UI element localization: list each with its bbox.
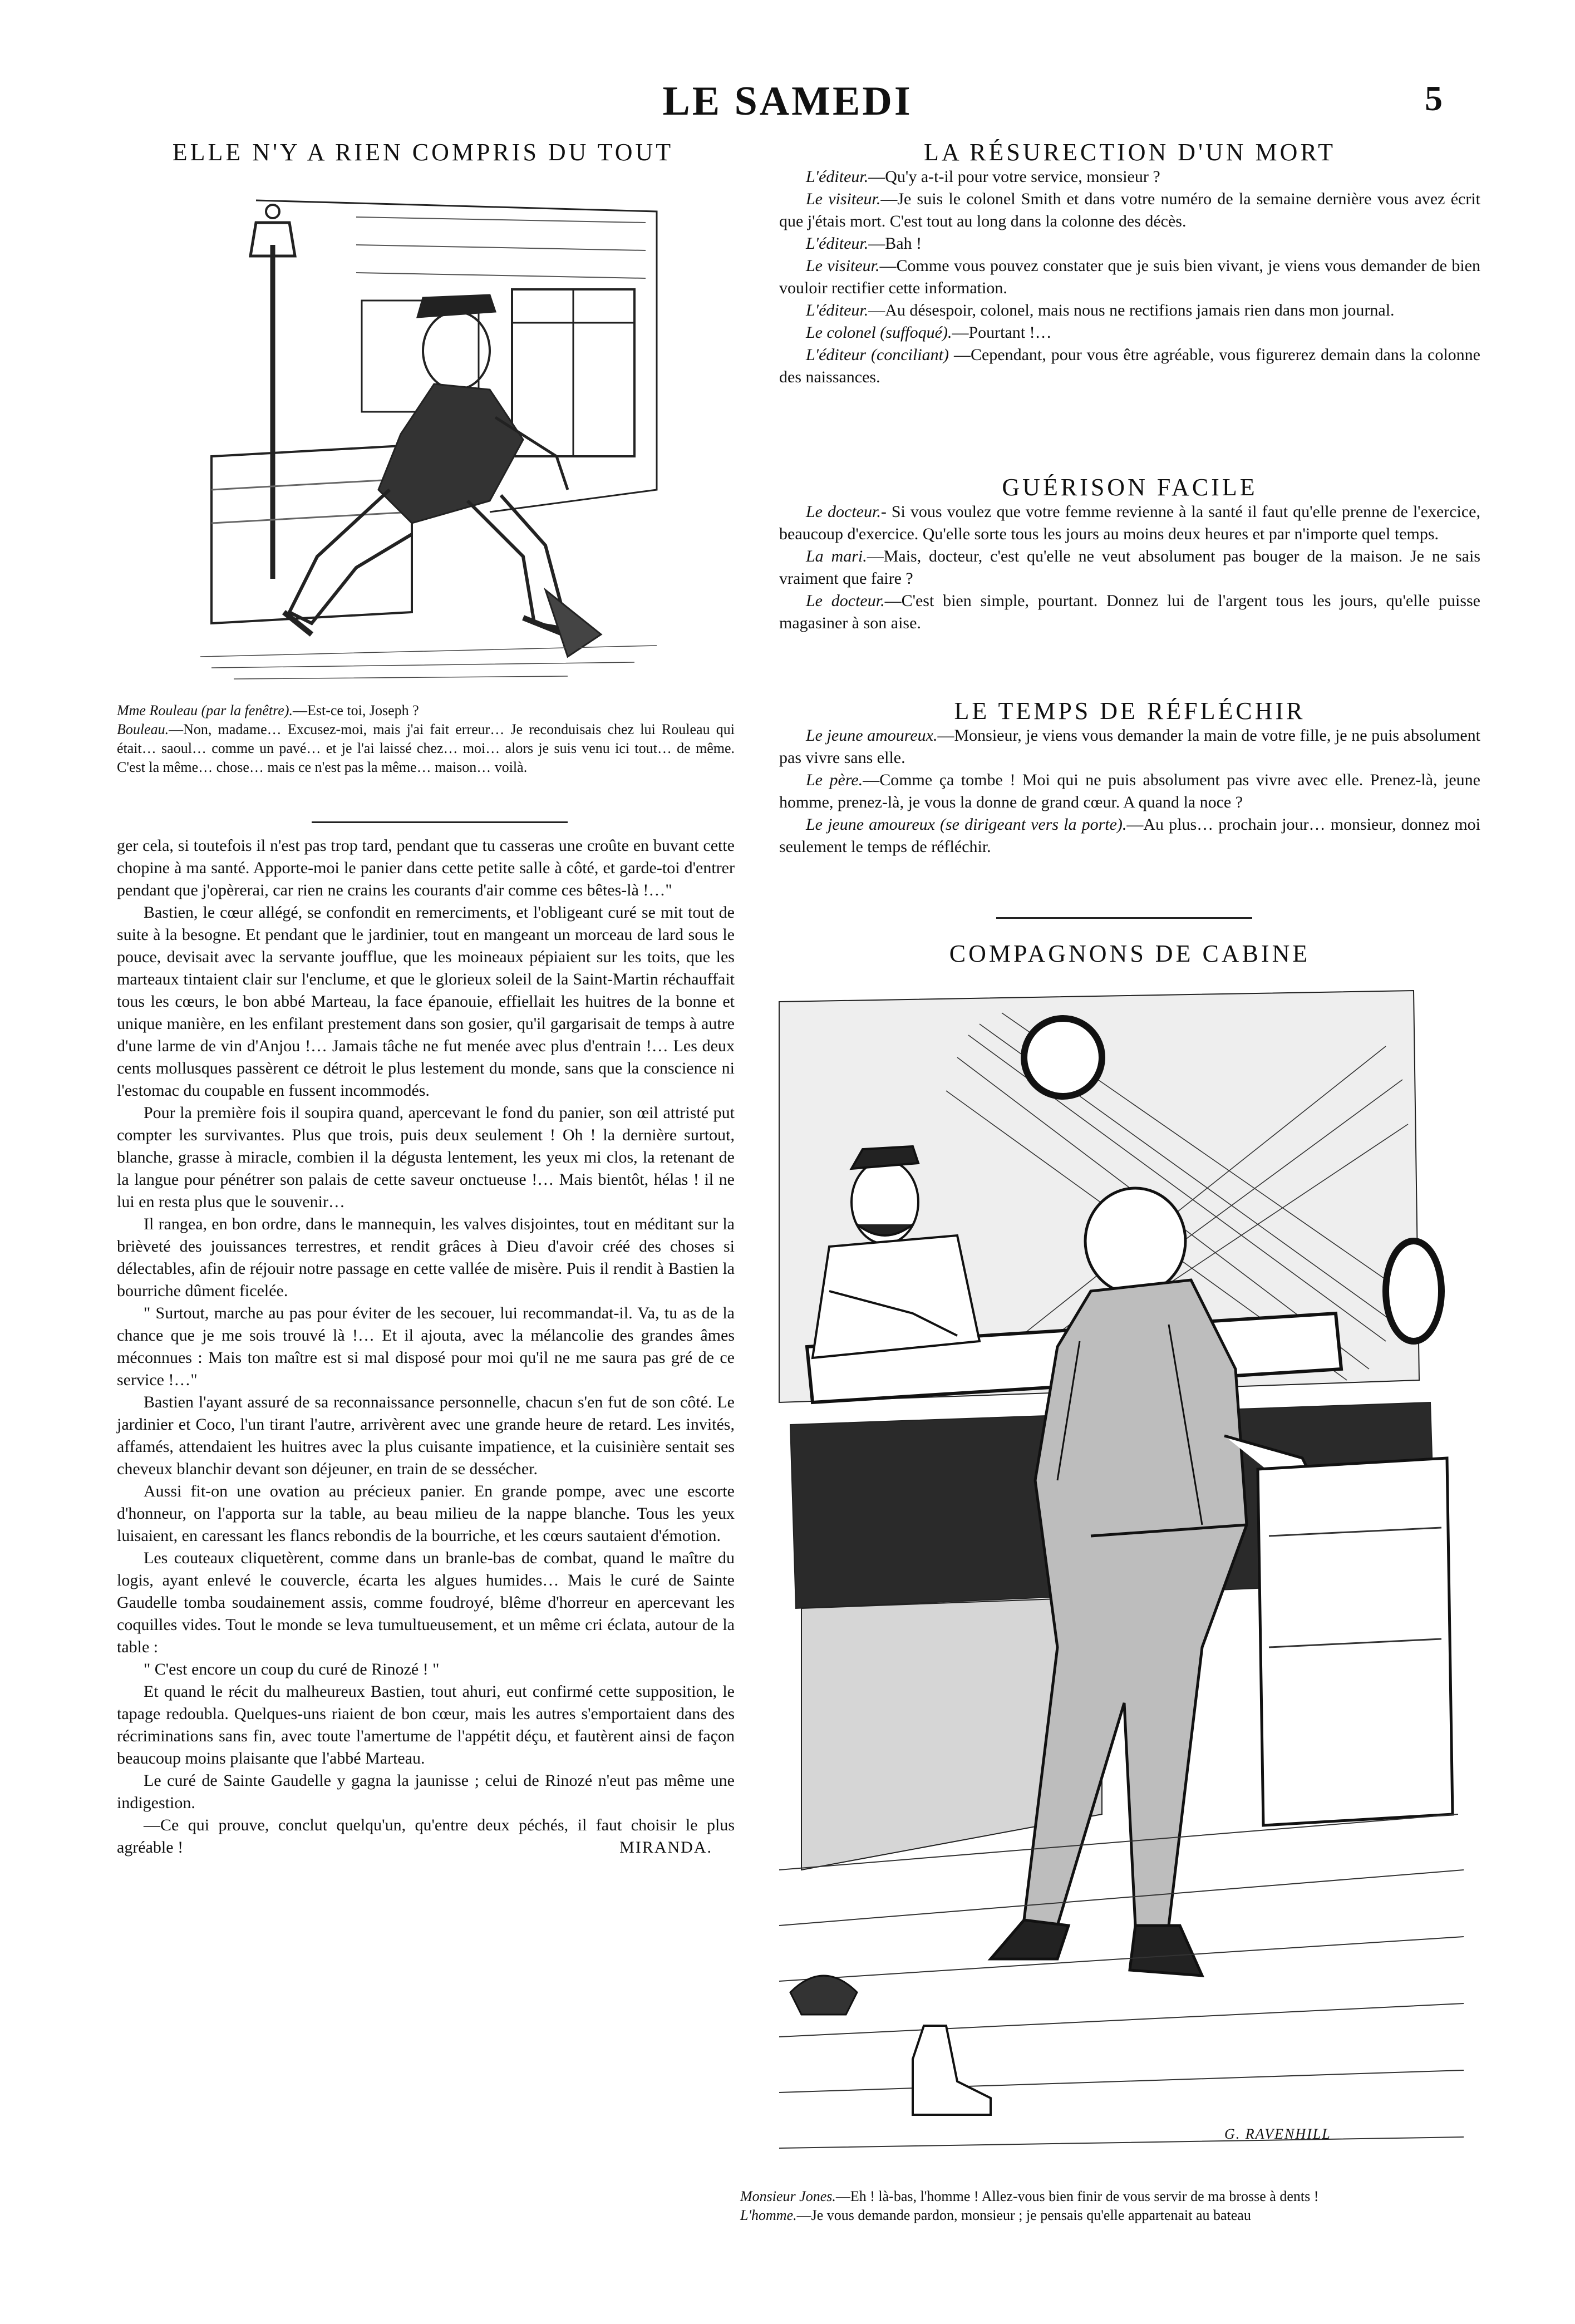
dialogue-speaker: Le colonel (suffoqué). — [806, 323, 952, 342]
dialogue-speaker: Le visiteur. — [806, 257, 880, 275]
story-paragraph: Et quand le récit du malheureux Bastien, tout ahuri, eut confirmé cette supposition, le tapage redoubla. Quelques-uns riaient de bon cœur, mais les autres s'emportaient dans des récriminations sans fin, avec toute l'amertume de l'appétit déçu, et fautèrent ainsi de façon beaucoup moins plaisante que l'abbé Marteau. — [117, 1682, 735, 1767]
left-story-headline: ELLE N'Y A RIEN COMPRIS DU TOUT — [172, 139, 674, 166]
dialogue-text: —Je suis le colonel Smith et dans votre numéro de la semaine dernière vous avez écrit que j'étais mort. C'est tout au long dans la colonne des décès. — [779, 190, 1480, 230]
dialogue-speaker: Le docteur. — [806, 503, 881, 521]
dialogue-line — [779, 255, 1480, 299]
dialogue-speaker: La mari. — [806, 547, 867, 565]
story-paragraph: Aussi fit-on une ovation au précieux panier. En grande pompe, avec une escorte d'honneur, on l'apporta sur la table, au beau milieu de la nappe blanche. Tous les yeux luisaient, en caressant les flancs rebondis de la bourriche, et les cœurs sautaient d'émotion. — [117, 1482, 735, 1545]
dialogue-line — [779, 769, 1480, 814]
section-headline-guerison: GUÉRISON FACILE — [1002, 474, 1258, 501]
dialogue-speaker: L'éditeur. — [806, 234, 869, 253]
dialogue-text: —C'est bien simple, pourtant. Donnez lui de l'argent tous les jours, qu'elle puisse magasiner à son aise. — [779, 592, 1480, 632]
section-headline-resurection: LA RÉSURECTION D'UN MORT — [923, 139, 1336, 166]
cartoon-illustration — [746, 979, 1486, 2182]
section-reflechir — [779, 725, 1480, 858]
caption-speaker: Bouleau. — [117, 721, 169, 737]
dialogue-line — [779, 545, 1480, 590]
story-paragraph: Le curé de Sainte Gaudelle y gagna la jaunisse ; celui de Rinozé n'eut pas même une indigestion. — [117, 1771, 735, 1812]
illustrator-signature: G. RAVENHILL — [1224, 2126, 1331, 2142]
dialogue-text: —Au plus… prochain jour… monsieur, donnez moi seulement le temps de réfléchir. — [779, 815, 1480, 856]
story-paragraph: " C'est encore un coup du curé de Rinozé ! " — [144, 1660, 440, 1678]
dialogue-line — [779, 188, 1480, 233]
dialogue-text: - Si vous voulez que votre femme revienne à la santé il faut qu'elle prenne de l'exercice, beaucoup d'exercice. Qu'elle sorte tous les jours au moins deux heures et par n'importe quel temps. — [779, 503, 1480, 543]
divider-rule — [996, 917, 1252, 919]
cabin-companions-illustration — [746, 979, 1486, 2182]
left-story-caption — [117, 701, 735, 777]
dialogue-line — [779, 322, 1480, 344]
dialogue-speaker: L'éditeur. — [806, 168, 869, 186]
left-illustration — [178, 178, 679, 690]
dialogue-speaker: Le jeune amoureux. — [806, 726, 938, 745]
dialogue-speaker: L'éditeur (conciliant) — [806, 346, 949, 364]
dialogue-text: —Comme vous pouvez constater que je suis bien vivant, je viens vous demander de bien vouloir rectifier cette information. — [779, 257, 1480, 297]
dialogue-text: —Bah ! — [868, 234, 922, 253]
caption-speaker: Monsieur Jones. — [740, 2188, 836, 2204]
cartoon-headline: COMPAGNONS DE CABINE — [949, 940, 1311, 967]
masthead-title: LE SAMEDI — [662, 78, 913, 124]
caption-line — [740, 2187, 1497, 2206]
section-guerison — [779, 501, 1480, 634]
dialogue-text: —Mais, docteur, c'est qu'elle ne veut absolument pas bouger de la maison. Je ne sais vraiment que faire ? — [779, 547, 1480, 588]
caption-line — [117, 701, 735, 720]
dialogue-line — [779, 233, 1480, 255]
caption-text: —Je vous demande pardon, monsieur ; je pensais qu'elle appartenait au bateau — [796, 2207, 1251, 2223]
dialogue-speaker: Le visiteur. — [806, 190, 881, 208]
dialogue-text: —Monsieur, je viens vous demander la main de votre fille, je ne puis absolument pas vivre sans elle. — [779, 726, 1480, 767]
dialogue-text: —Pourtant !… — [952, 323, 1052, 342]
caption-line — [117, 720, 735, 777]
continued-story — [117, 835, 735, 1859]
dialogue-line — [779, 501, 1480, 545]
caption-speaker: Mme Rouleau (par la fenêtre). — [117, 702, 293, 718]
dialogue-speaker: Le docteur. — [806, 592, 885, 610]
dialogue-line — [779, 814, 1480, 858]
caption-text: —Est-ce toi, Joseph ? — [293, 702, 419, 718]
section-headline-reflechir: LE TEMPS DE RÉFLÉCHIR — [954, 697, 1306, 725]
closing-line: —Ce qui prouve, conclut quelqu'un, qu'entre deux péchés, il faut choisir le plus agréable ! — [117, 1816, 735, 1857]
story-paragraph: Bastien l'ayant assuré de sa reconnaissance personnelle, chacun s'en fut de son côté. Le jardinier et Coco, l'un tirant l'autre, arrivèrent avec une grande heure de retard. Les invités, affamés, attendaient les huitres avec la plus cuisante impatience, et la cuisinière sentait ses cheveux blanchir devant son déjeuner, en train de se dessécher. — [117, 1393, 735, 1478]
dialogue-line — [779, 725, 1480, 769]
dialogue-line — [779, 344, 1480, 388]
story-paragraph: " Surtout, marche au pas pour éviter de les secouer, lui recommandat-il. Va, tu as de la chance que je me sois trouvé là !… Et il ajouta, avec la mélancolie des grandes âmes méconnues : Mais ton maître est si mal disposé pour moi qu'il ne me saura pas gré de ce service !…" — [117, 1304, 735, 1389]
story-paragraph — [117, 1814, 735, 1859]
dialogue-text: —Au désespoir, colonel, mais nous ne rectifions jamais rien dans mon journal. — [868, 301, 1395, 319]
story-paragraph: ger cela, si toutefois il n'est pas trop tard, pendant que tu casseras une croûte en buvant cette chopine à ma santé. Apporte-moi le panier dans cette petite salle à côté, et garde-toi d'entrer pendant que j'opèrerai, car rien ne crains les courants d'air comme ces bêtes-là !…" — [117, 836, 735, 899]
dialogue-text: —Qu'y a-t-il pour votre service, monsieur ? — [868, 168, 1160, 186]
caption-speaker: L'homme. — [740, 2207, 797, 2223]
section-resurection — [779, 166, 1480, 388]
divider-rule — [312, 821, 568, 823]
page-number: 5 — [1425, 78, 1443, 118]
caption-text: —Eh ! là-bas, l'homme ! Allez-vous bien finir de vous servir de ma brosse à dents ! — [835, 2188, 1319, 2204]
story-paragraph: Il rangea, en bon ordre, dans le mannequin, les valves disjointes, tout en méditant sur la brièveté des jouissances terrestres, et rendit grâces à Dieu d'avoir créé des choses si délectables, afin de réjouir notre passage en cette vallée de misère. Puis il rendit à Bastien la bourriche dûment ficelée. — [117, 1215, 735, 1300]
caption-line — [740, 2206, 1497, 2225]
dialogue-line — [779, 166, 1480, 188]
dialogue-speaker: Le jeune amoureux (se dirigeant vers la porte). — [806, 815, 1127, 834]
story-paragraph: Bastien, le cœur allégé, se confondit en remerciments, et l'obligeant curé se mit tout de suite à la besogne. Et pendant que le jardinier, tout en mangeant un morceau de lard sous le pouce, devisait avec la servante joufflue, que les moineaux pépiaient sur les toits, que les marteaux tintaient clair sur l'enclume, et que le glorieux soleil de la Saint-Martin réchauffait tous les cœurs, le bon abbé Marteau, la face épanouie, effiellait les huitres de la bonne et unique manière, en les enfilant prestement dans son gosier, qu'il gargarisait de temps à autre d'une larme de vin d'Anjou !… Jamais tâche ne fut menée avec plus d'entrain !… Les deux cents mollusques passèrent ce détroit le plus lestement du monde, sans que la conscience ni l'estomac du coupable en fussent incommodés. — [117, 903, 735, 1100]
drunk-man-illustration — [178, 178, 679, 690]
story-paragraph: Pour la première fois il soupira quand, apercevant le fond du panier, son œil attristé put compter les survivantes. Plus que trois, puis deux seulement ! Oh ! la dernière surtout, blanche, grasse à miracle, combien il la dégusta lentement, les yeux mi clos, la retenant de la langue pour pénétrer son palais de cette saveur onctueuse !… Mais bientôt, hélas ! il ne lui en resta plus que le souvenir… — [117, 1104, 735, 1211]
dialogue-speaker: Le père. — [806, 771, 863, 789]
dialogue-speaker: L'éditeur. — [806, 301, 869, 319]
caption-text: —Non, madame… Excusez-moi, mais j'ai fait erreur… Je reconduisais chez lui Rouleau qui était… saoul… comme un pavé… et je l'ai laissé chez… moi… alors je suis venu ici tout… de même. C'est la même… chose… mais ce n'est pas la même… maison… voilà. — [117, 721, 735, 775]
dialogue-text: —Comme ça tombe ! Moi qui ne puis absolument pas vivre avec elle. Prenez-là, jeune homme, prenez-là, je vous la donne de grand cœur. A quand la noce ? — [779, 771, 1480, 811]
dialogue-line — [779, 299, 1480, 322]
cartoon-caption — [740, 2187, 1497, 2225]
dialogue-text: —Cependant, pour vous être agréable, vous figurerez demain dans la colonne des naissances. — [779, 346, 1480, 386]
dialogue-line — [779, 590, 1480, 634]
story-paragraph: Les couteaux cliquetèrent, comme dans un branle-bas de combat, quand le maître du logis, ayant enlevé le couvercle, écarta les algues humides… Mais le curé de Sainte Gaudelle tomba soudainement assis, comme foudroyé, blême d'horreur en apercevant les coquilles vides. Tout le monde se leva tumultueusement, et un même cri éclata, autour de la table : — [117, 1549, 735, 1656]
author-signature: MIRANDA. — [619, 1838, 712, 1857]
